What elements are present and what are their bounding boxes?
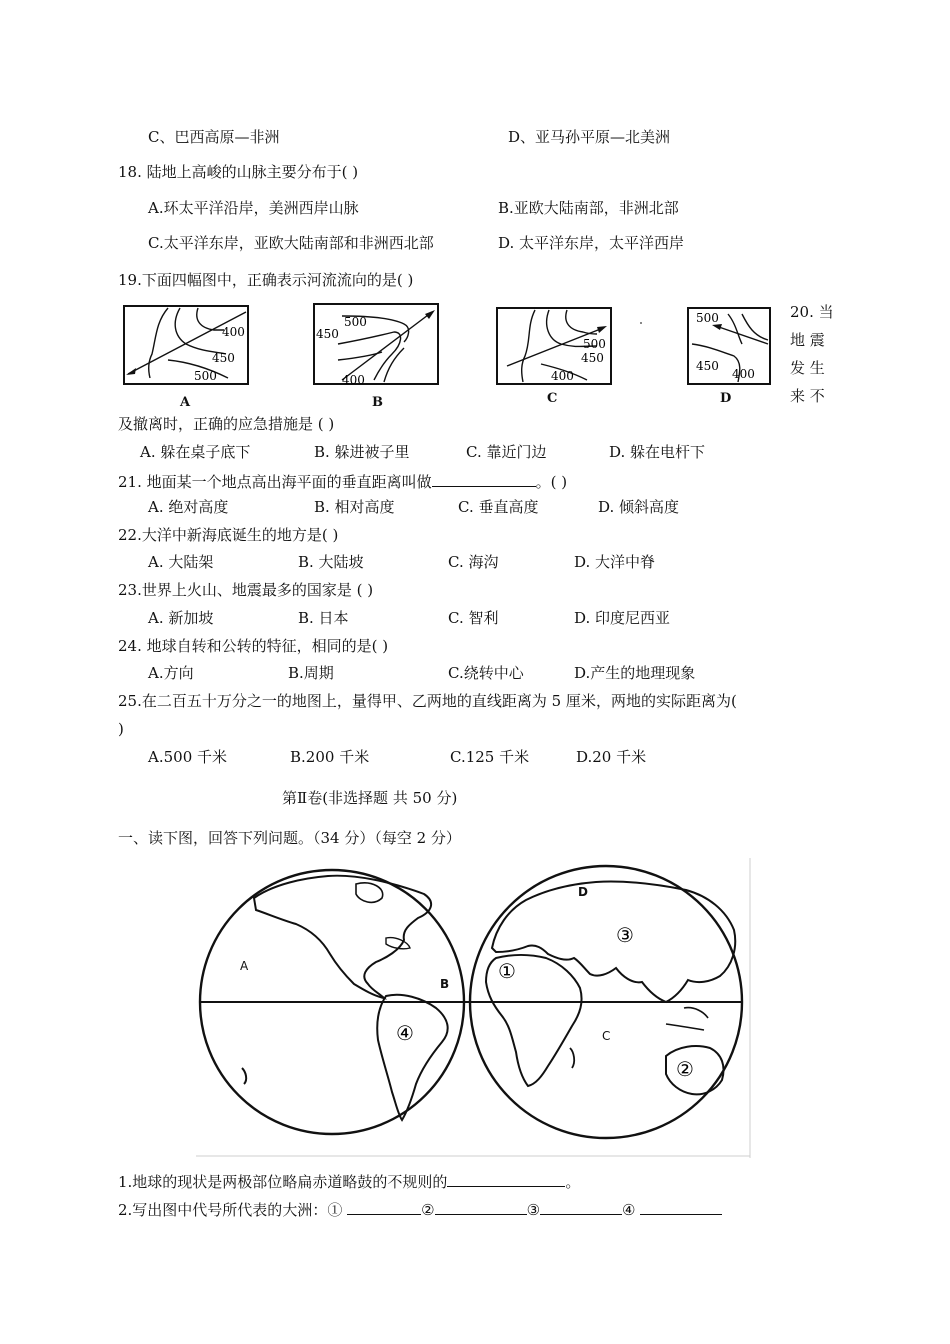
contour-c-label-2: 450 <box>581 351 604 365</box>
q21-option-c: C. 垂直高度 <box>458 498 539 516</box>
contour-figure-c <box>491 300 621 410</box>
subq1-text: 1.地球的现状是两极部位略扁赤道略鼓的不规则的 <box>118 1173 448 1191</box>
q24-option-b: B.周期 <box>288 664 334 682</box>
q23-stem: 23.世界上火山、地震最多的国家是 ( ) <box>118 581 374 599</box>
subq1-end: 。 <box>565 1173 581 1191</box>
contour-b-caption: B <box>372 395 383 410</box>
map-label-continent-1: ① <box>498 959 516 983</box>
q18-option-b: B.亚欧大陆南部，非洲北部 <box>498 199 679 217</box>
q23-option-d: D. 印度尼西亚 <box>574 609 671 627</box>
map-label-a: A <box>240 959 249 973</box>
q21-option-a: A. 绝对高度 <box>148 498 229 516</box>
q21-answer-blank[interactable] <box>432 470 536 487</box>
contour-c-label-3: 400 <box>551 369 574 383</box>
q20-side-3: 发 生 <box>790 359 825 377</box>
q22-option-a: A. 大陆架 <box>148 553 214 571</box>
q21-option-b: B. 相对高度 <box>314 498 395 516</box>
contour-a-label-3: 500 <box>194 369 217 383</box>
q22-stem: 22.大洋中新海底诞生的地方是( ) <box>118 526 339 544</box>
q17-option-d: D、亚马孙平原—北美洲 <box>508 128 671 146</box>
contour-d-label-2: 450 <box>696 359 719 373</box>
q24-option-d: D.产生的地理现象 <box>574 664 696 682</box>
q24-option-c: C.绕转中心 <box>448 664 524 682</box>
q19-stem: 19.下面四幅图中，正确表示河流流向的是( ) <box>118 271 414 289</box>
map-label-continent-4: ④ <box>396 1021 414 1045</box>
q20-side-4: 来 不 <box>790 387 825 405</box>
part2-title: 第Ⅱ卷(非选择题 共 50 分) <box>282 789 458 807</box>
q24-option-a: A.方向 <box>148 664 194 682</box>
contour-c-caption: C <box>547 391 558 406</box>
q20-stem: 及撤离时，正确的应急措施是 ( ) <box>118 415 335 433</box>
contour-figure-b <box>308 298 448 410</box>
map-label-c: C <box>602 1029 611 1043</box>
q24-stem: 24. 地球自转和公转的特征，相同的是( ) <box>118 637 389 655</box>
contour-a-label-2: 450 <box>212 351 235 365</box>
q20-side-2: 地 震 <box>790 331 825 349</box>
q18-option-d: D. 太平洋东岸，太平洋西岸 <box>498 234 685 252</box>
contour-b-label-3: 400 <box>342 373 365 387</box>
q22-option-c: C. 海沟 <box>448 553 499 571</box>
q17-option-c: C、巴西高原—非洲 <box>148 128 280 146</box>
q22-option-d: D. 大洋中脊 <box>574 553 656 571</box>
contour-figure-a <box>118 300 258 412</box>
subq2-mark-3: ③ <box>526 1201 541 1219</box>
q23-option-a: A. 新加坡 <box>148 609 214 627</box>
q25-stem: 25.在二百五十万分之一的地图上，量得甲、乙两地的直线距离为 5 厘米，两地的实际距离为( <box>118 692 737 710</box>
q21-option-d: D. 倾斜高度 <box>598 498 680 516</box>
subq1 <box>118 1170 580 1192</box>
contour-figure-d <box>682 300 778 408</box>
world-map-figure <box>196 858 752 1158</box>
q20-option-c: C. 靠近门边 <box>466 443 547 461</box>
q25-option-d: D.20 千米 <box>576 748 647 766</box>
q18-option-c: C.太平洋东岸，亚欧大陆南部和非洲西北部 <box>148 234 434 252</box>
stray-dot <box>640 322 642 324</box>
q25-stem-cont: ) <box>118 720 124 738</box>
subq2 <box>118 1198 722 1220</box>
subq2-mark-2: ② <box>421 1201 435 1219</box>
subq2-text: 2.写出图中代号所代表的大洲：① <box>118 1201 343 1219</box>
q18-option-a: A.环太平洋沿岸，美洲西岸山脉 <box>148 199 359 217</box>
contour-d-caption: D <box>720 391 732 406</box>
q25-option-c: C.125 千米 <box>450 748 530 766</box>
contour-c-label-1: 500 <box>583 337 606 351</box>
q20-option-a: A. 躲在桌子底下 <box>140 443 251 461</box>
q25-option-a: A.500 千米 <box>148 748 227 766</box>
map-label-continent-2: ② <box>676 1057 694 1081</box>
q22-option-b: B. 大陆坡 <box>298 553 364 571</box>
contour-d-label-1: 500 <box>696 311 719 325</box>
q25-option-b: B.200 千米 <box>290 748 370 766</box>
q21-stem-text: 21. 地面某一个地点高出海平面的垂直距离叫做 <box>118 473 432 491</box>
contour-a-label-1: 400 <box>222 325 245 339</box>
subq1-answer-blank[interactable] <box>447 1170 565 1187</box>
q20-side-1: 20. 当 <box>790 303 834 321</box>
contour-a-caption: A <box>180 395 191 410</box>
map-label-d: D <box>578 885 588 899</box>
contour-b-label-2: 450 <box>316 327 339 341</box>
subq2-blank-3[interactable] <box>540 1198 622 1215</box>
q21-stem <box>118 470 567 492</box>
q20-option-b: B. 躲进被子里 <box>314 443 410 461</box>
q23-option-c: C. 智利 <box>448 609 499 627</box>
q21-stem-end: 。( ) <box>535 473 568 491</box>
map-label-continent-3: ③ <box>616 923 634 947</box>
subq2-blank-2[interactable] <box>435 1198 527 1215</box>
contour-b-label-1: 500 <box>344 315 367 329</box>
contour-d-label-3: 400 <box>732 367 755 381</box>
q23-option-b: B. 日本 <box>298 609 349 627</box>
q18-stem: 18. 陆地上高峻的山脉主要分布于( ) <box>118 163 359 181</box>
q20-option-d: D. 躲在电杆下 <box>609 443 706 461</box>
section1-heading: 一、读下图，回答下列问题。（34 分）（每空 2 分） <box>118 829 461 847</box>
subq2-blank-4[interactable] <box>640 1198 722 1215</box>
subq2-blank-1[interactable] <box>347 1198 421 1215</box>
subq2-mark-4: ④ <box>622 1201 636 1219</box>
map-label-b: B <box>440 977 450 991</box>
